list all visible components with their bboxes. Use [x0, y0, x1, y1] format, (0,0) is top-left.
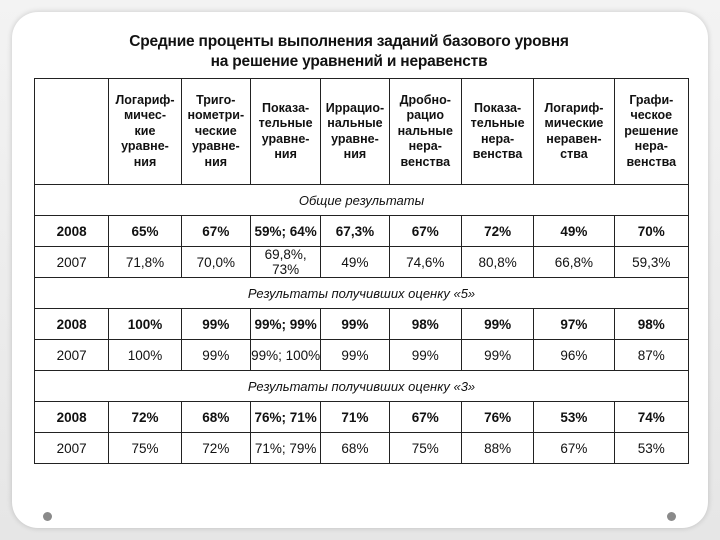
value-cell: 65% [109, 216, 181, 247]
results-table [34, 78, 689, 464]
value-cell: 59%; 64% [250, 216, 320, 247]
table-body [35, 185, 689, 464]
column-header-irrational-equations: Иррацио- нальные уравне- ния [321, 79, 389, 185]
year-cell: 2007 [35, 340, 109, 371]
value-cell: 59,3% [614, 247, 688, 278]
column-header-exponential-equations: Показа- тельные уравне- ния [250, 79, 320, 185]
value-cell: 67% [389, 216, 461, 247]
section-row [35, 278, 689, 309]
value-cell: 99% [181, 309, 250, 340]
value-cell: 70,0% [181, 247, 250, 278]
table-row [35, 247, 689, 278]
header-row [35, 79, 689, 185]
value-cell: 72% [461, 216, 533, 247]
value-cell: 67% [389, 402, 461, 433]
column-header-graphical-inequalities: Графи- ческое решение нера- венства [614, 79, 688, 185]
value-cell: 76%; 71% [250, 402, 320, 433]
value-cell: 72% [181, 433, 250, 464]
year-cell: 2008 [35, 309, 109, 340]
document-image [26, 26, 679, 480]
value-cell: 67% [181, 216, 250, 247]
value-cell: 99% [321, 340, 389, 371]
section-row [35, 371, 689, 402]
value-cell: 98% [389, 309, 461, 340]
year-cell: 2008 [35, 402, 109, 433]
value-cell: 99% [181, 340, 250, 371]
table-row [35, 402, 689, 433]
value-cell: 97% [534, 309, 614, 340]
table-title-line-2: на решение уравнений и неравенств [210, 53, 488, 70]
value-cell: 72% [109, 402, 181, 433]
table-row [35, 309, 689, 340]
value-cell: 80,8% [461, 247, 533, 278]
value-cell: 68% [181, 402, 250, 433]
section-label: Результаты получивших оценку «5» [35, 278, 689, 309]
column-header-rational-inequalities: Дробно- рацио нальные нера- венства [389, 79, 461, 185]
value-cell: 71% [321, 402, 389, 433]
year-cell: 2008 [35, 216, 109, 247]
value-cell: 53% [534, 402, 614, 433]
value-cell: 66,8% [534, 247, 614, 278]
table-row [35, 216, 689, 247]
year-cell: 2007 [35, 247, 109, 278]
value-cell: 99% [461, 340, 533, 371]
year-cell: 2007 [35, 433, 109, 464]
bullet-dot-left [43, 512, 52, 521]
value-cell: 71,8% [109, 247, 181, 278]
value-cell: 74,6% [389, 247, 461, 278]
value-cell: 88% [461, 433, 533, 464]
value-cell: 99%; 100% [250, 340, 320, 371]
value-cell: 70% [614, 216, 688, 247]
value-cell: 74% [614, 402, 688, 433]
column-header-trigonometric-equations: Триго- нометри- ческие уравне- ния [181, 79, 250, 185]
value-cell: 67,3% [321, 216, 389, 247]
column-header-logarithmic-equations: Логариф- мичес- кие уравне- ния [109, 79, 181, 185]
value-cell: 49% [321, 247, 389, 278]
value-cell: 99%; 99% [250, 309, 320, 340]
value-cell: 100% [109, 340, 181, 371]
table-title-line-1: Средние проценты выполнения заданий базового уровня [129, 33, 569, 50]
value-cell: 99% [461, 309, 533, 340]
value-cell: 67% [534, 433, 614, 464]
value-cell: 76% [461, 402, 533, 433]
table-row [35, 340, 689, 371]
value-cell: 96% [534, 340, 614, 371]
table-title [26, 32, 672, 72]
value-cell: 53% [614, 433, 688, 464]
value-cell: 69,8%, 73% [250, 247, 320, 278]
value-cell: 99% [321, 309, 389, 340]
column-header-exponential-inequalities: Показа- тельные нера- венства [461, 79, 533, 185]
section-label: Общие результаты [35, 185, 689, 216]
header-corner-cell [35, 79, 109, 185]
column-header-logarithmic-inequalities: Логариф- мические неравен- ства [534, 79, 614, 185]
value-cell: 49% [534, 216, 614, 247]
value-cell: 87% [614, 340, 688, 371]
section-label: Результаты получивших оценку «3» [35, 371, 689, 402]
bullet-dot-right [667, 512, 676, 521]
value-cell: 71%; 79% [250, 433, 320, 464]
value-cell: 68% [321, 433, 389, 464]
value-cell: 98% [614, 309, 688, 340]
section-row [35, 185, 689, 216]
value-cell: 75% [109, 433, 181, 464]
value-cell: 99% [389, 340, 461, 371]
table-row [35, 433, 689, 464]
value-cell: 100% [109, 309, 181, 340]
value-cell: 75% [389, 433, 461, 464]
